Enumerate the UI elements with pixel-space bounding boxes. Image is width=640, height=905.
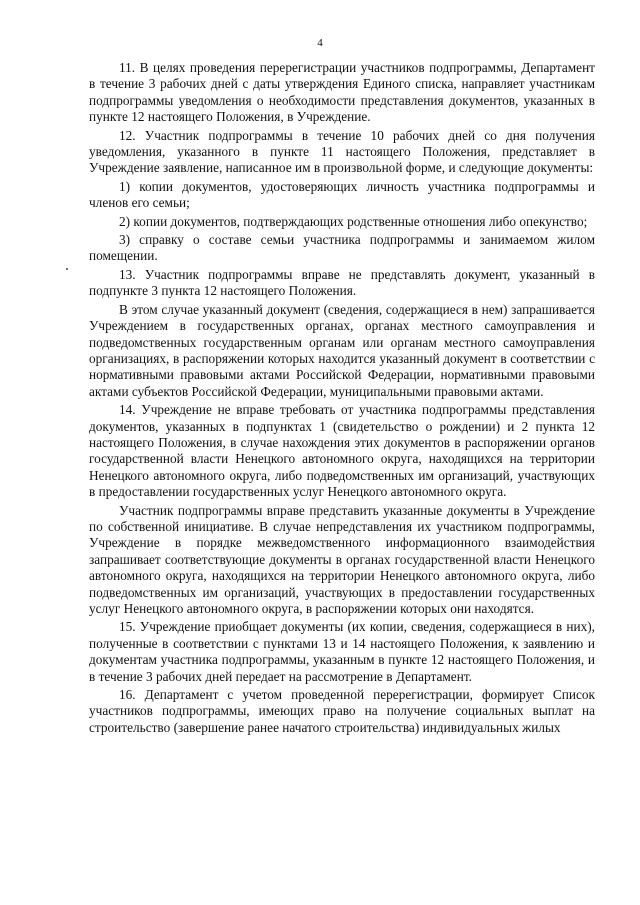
scan-speck <box>66 268 68 270</box>
paragraph-11: 11. В целях проведения перерегистрации участников подпрограммы, Департамент в течение 3 рабочих дней с даты утверждения Единого списка, направляет участникам подпрограммы уведомления о необходимости представления документов, указанных в пункте 12 настоящего Положения, в Учреждение. <box>89 60 595 125</box>
paragraph-14-continuation: Участник подпрограммы вправе представить указанные документы в Учреждение по собственной инициативе. В случае непредставления их участником подпрограммы, Учреждение в порядке межведомственного информационного взаимодействия запрашивает соответствующие документы в органах государственной власти Ненецкого автономного округа, находящихся на территории Ненецкого автономного округа, либо подведомственных им организаций, участвующих в предоставлении государственных услуг Ненецкого автономного округа, в распоряжении которых они находятся. <box>89 502 595 616</box>
document-body <box>89 60 595 738</box>
paragraph-13-continuation: В этом случае указанный документ (сведения, содержащиеся в нем) запрашивается Учреждением в государственных органах, органах местного самоуправления и подведомственных государственным органам или органам местного самоуправления организациях, в распоряжении которых находится указанный документ в соответствии с нормативными правовыми актами Российской Федерации, нормативными правовыми актами субъектов Российской Федерации, муниципальными правовыми актами. <box>89 301 595 399</box>
paragraph-14: 14. Учреждение не вправе требовать от участника подпрограммы представления документов, указанных в подпунктах 1 (свидетельство о рождении) и 2 пункта 12 настоящего Положения, в случае нахождения этих документов в распоряжении органов государственной власти Ненецкого автономного округа, находящихся на территории Ненецкого автономного округа, либо подведомственных им организаций, участвующих в предоставлении государственных услуг Ненецкого автономного округа. <box>89 402 595 500</box>
paragraph-12-item-3: 3) справку о составе семьи участника подпрограммы и занимаемом жилом помещении. <box>89 232 595 264</box>
page-number: 4 <box>317 37 323 49</box>
paragraph-12: 12. Участник подпрограммы в течение 10 рабочих дней со дня получения уведомления, указанного в пункте 11 настоящего Положения, представляет в Учреждение заявление, написанное им в произвольной форме, и следующие документы: <box>89 127 595 176</box>
paragraph-13: 13. Участник подпрограммы вправе не представлять документ, указанный в подпункте 3 пункта 12 настоящего Положения. <box>89 266 595 299</box>
paragraph-12-item-1: 1) копии документов, удостоверяющих личность участника подпрограммы и членов его семьи; <box>89 178 595 211</box>
paragraph-12-item-2: 2) копии документов, подтверждающих родственные отношения либо опекунство; <box>119 213 588 229</box>
paragraph-16: 16. Департамент с учетом проведенной перерегистрации, формирует Список участников подпрограммы, имеющих право на получение социальных выплат на строительство (завершение ранее начатого строительства) индивидуальных жилых <box>89 687 595 735</box>
paragraph-15: 15. Учреждение приобщает документы (их копии, сведения, содержащиеся в них), полученные в соответствии с пунктами 13 и 14 настоящего Положения, к заявлению и документам участника подпрограммы, указанным в пункте 12 настоящего Положения, и в течение 3 рабочих дней передает на рассмотрение в Департамент. <box>89 619 595 684</box>
